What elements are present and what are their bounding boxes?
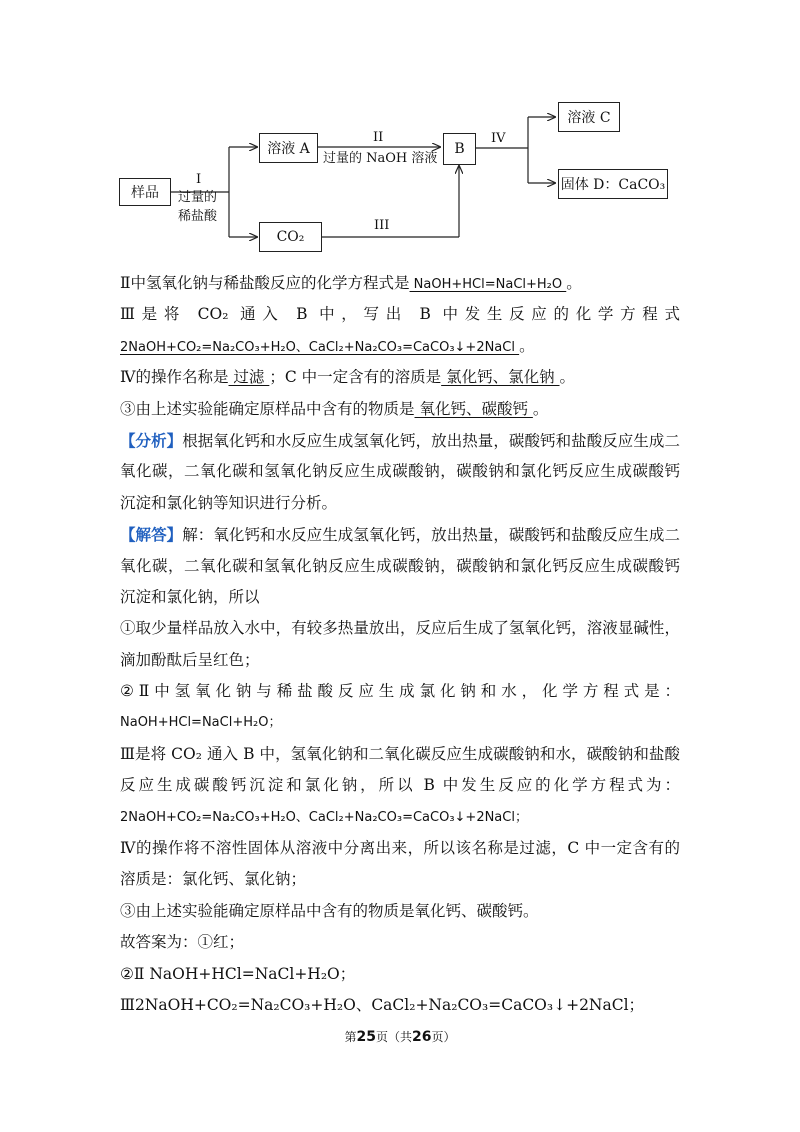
b-label: B — [454, 141, 465, 157]
total-pages: 26 — [412, 1029, 432, 1045]
solution-line-13: ③由上述实验能确定原样品中含有的物质是氧化钙、碳酸钙。 — [120, 901, 539, 920]
solution-line-7: NaOH+HCl=NaCl+H₂O； — [120, 715, 282, 731]
question-line-3 — [120, 394, 680, 425]
sample-label: 样品 — [131, 185, 159, 201]
text-span: ；C 中一定含有的溶质是 — [269, 368, 442, 387]
answer-line-iii — [120, 331, 680, 362]
sample-box — [119, 178, 171, 206]
solution-line-15: ②Ⅱ NaOH+HCl=NaCl+H₂O； — [120, 964, 356, 983]
text-span: 页） — [431, 1030, 456, 1044]
solution-c-label: 溶液 C — [567, 110, 611, 126]
solid-d-label: 固体 D：CaCO₃ — [560, 177, 666, 193]
text-span: Ⅳ的操作名称是 — [120, 368, 229, 387]
step-i-reagent-line1: 过量的 — [178, 190, 218, 205]
solution-tag: 【解答】 — [120, 525, 183, 545]
analysis-line-1 — [120, 425, 680, 456]
co2-label: CO₂ — [276, 229, 305, 245]
text-span: 解：氧化钙和水反应生成氢氧化钙，放出热量，碳酸钙和盐酸反应生成二 — [182, 526, 680, 545]
solution-c-box — [558, 102, 620, 132]
analysis-line-2: 氧化碳，二氧化碳和氢氧化钠反应生成碳酸钠，碳酸钠和氯化钙反应生成碳酸钙 — [120, 462, 680, 481]
answer-3: 氧化钙、碳酸钙 — [414, 399, 533, 418]
step-i-label: I — [196, 172, 202, 187]
solution-line-16: Ⅲ2NaOH+CO₂=Na₂CO₃+H₂O、CaCl₂+Na₂CO₃=CaCO₃↓+2NaCl； — [120, 995, 645, 1014]
text-span: ③由上述实验能确定原样品中含有的物质是 — [120, 399, 415, 418]
co2-box — [259, 222, 322, 252]
solution-a-box — [259, 133, 318, 163]
question-line-ii — [120, 268, 680, 299]
solution-line-12: 溶质是：氯化钙、氯化钠； — [120, 870, 307, 889]
page-number: 25 — [356, 1029, 376, 1045]
analysis-tag: 【分析】 — [120, 430, 183, 450]
flow-diagram — [0, 0, 800, 260]
analysis-line-3: 沉淀和氯化钠等知识进行分析。 — [120, 493, 338, 512]
question-line-iii: Ⅲ是将 CO₂ 通入 B 中，写出 B 中发生反应的化学方程式 — [120, 305, 680, 324]
step-ii-reagent: 过量的 NaOH 溶液 — [323, 151, 438, 166]
text-span: 。 — [532, 399, 549, 418]
solution-line-10: 2NaOH+CO₂=Na₂CO₃+H₂O、CaCl₂+Na₂CO₃=CaCO₃↓+2NaCl； — [120, 809, 528, 825]
solution-line-4: ①取少量样品放入水中，有较多热量放出，反应后生成了氢氧化钙，溶液显碱性， — [120, 619, 680, 638]
text-span: 。 — [566, 274, 582, 292]
text-span: 页（共 — [375, 1030, 412, 1044]
answer-iv-solute: 氯化钙、氯化钠 — [441, 368, 560, 387]
solution-line-8: Ⅲ是将 CO₂ 通入 B 中，氢氧化钠和二氧化碳反应生成碳酸钠和水，碳酸钠和盐酸 — [120, 744, 680, 763]
solution-line-5: 滴加酚酞后呈红色； — [120, 650, 260, 669]
solution-line-14: 故答案为：①红； — [120, 933, 245, 952]
document-body — [120, 268, 680, 1021]
answer-iv-operation: 过滤 — [228, 368, 270, 387]
solution-line-6: ②Ⅱ中氢氧化钠与稀盐酸反应生成氯化钠和水，化学方程式是： — [120, 682, 680, 701]
text-span: 根据氧化钙和水反应生成氢氧化钙，放出热量，碳酸钙和盐酸反应生成二 — [182, 431, 680, 450]
solution-line-11: Ⅳ的操作将不溶性固体从溶液中分离出来，所以该名称是过滤，C 中一定含有的 — [120, 839, 680, 858]
solid-d-box — [558, 169, 668, 199]
solution-a-label: 溶液 A — [267, 141, 310, 157]
flow-connectors — [0, 0, 800, 260]
step-i-reagent-line2: 稀盐酸 — [178, 209, 218, 224]
solution-line-2: 氧化碳，二氧化碳和氢氧化钠反应生成碳酸钠，碳酸钠和氯化钙反应生成碳酸钙 — [120, 556, 680, 575]
text-span: 第 — [344, 1030, 357, 1044]
solution-line-9: 反应生成碳酸钙沉淀和氯化钠，所以 B 中发生反应的化学方程式为： — [120, 776, 680, 795]
solution-line-3: 沉淀和氯化钠，所以 — [120, 587, 260, 606]
answer-ii: NaOH+HCl=NaCl+H₂O — [409, 277, 567, 292]
answer-iii: 2NaOH+CO₂=Na₂CO₃+H₂O、CaCl₂+Na₂CO₃=CaCO₃↓+2NaCl — [120, 339, 520, 355]
step-ii-label: II — [373, 130, 384, 145]
text-span: 。 — [519, 336, 535, 355]
solution-line-1 — [120, 519, 680, 550]
step-iii-label: III — [374, 218, 390, 233]
text-span: Ⅱ中氢氧化钠与稀盐酸反应的化学方程式是 — [120, 274, 410, 292]
question-line-iv — [120, 362, 680, 393]
page-footer — [0, 1028, 800, 1045]
b-box — [443, 133, 476, 165]
step-iv-label: IV — [491, 131, 506, 146]
text-span: 。 — [559, 368, 576, 387]
